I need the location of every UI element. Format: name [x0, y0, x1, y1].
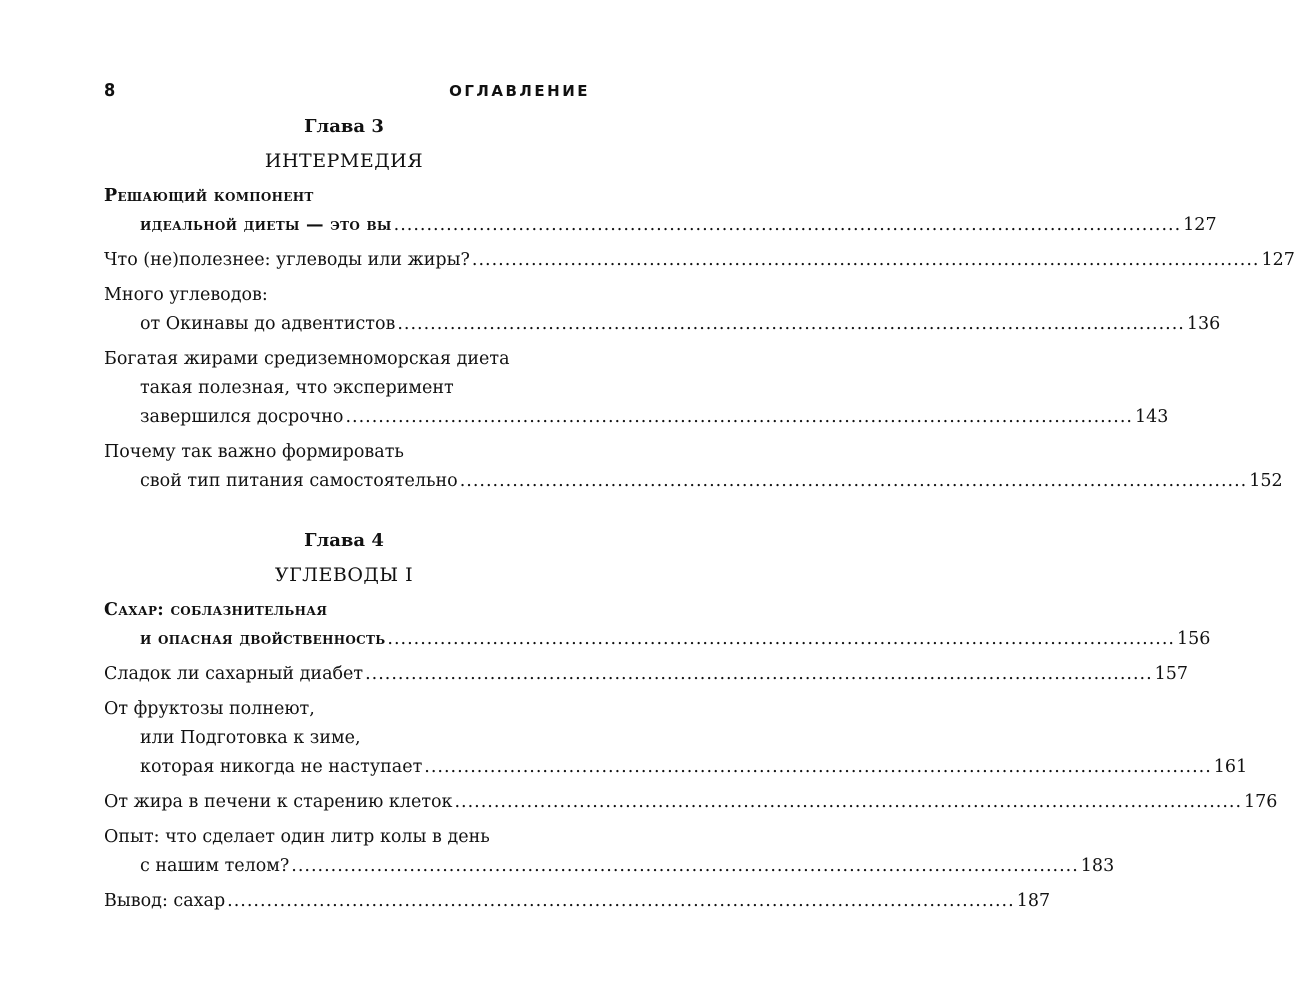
leader-dots: ........................................................................................................................: [424, 757, 1212, 777]
toc-page-number: 187: [1016, 891, 1051, 911]
toc-entry-line: От фруктозы полнеют,: [104, 699, 315, 719]
leader-dots: ........................................................................................................................: [454, 792, 1243, 812]
running-header: ОГЛАВЛЕНИЕ: [449, 82, 590, 100]
toc-entry[interactable]: [104, 695, 1248, 782]
toc-entry[interactable]: [104, 182, 1217, 240]
toc-entry-text: Что (не)полезнее: углеводы или жиры?: [104, 250, 470, 270]
toc-entry[interactable]: [104, 345, 1169, 432]
leader-dots: ........................................................................................................................: [345, 407, 1133, 427]
toc-page-number: 127: [1183, 215, 1217, 235]
leader-dots: ........................................................................................................................: [393, 215, 1182, 235]
toc-entry-text: которая никогда не наступает: [140, 757, 423, 777]
leader-dots: ........................................................................................................................: [459, 471, 1248, 491]
chapter-3-heading: [104, 116, 584, 174]
toc-entry-line: Опыт: что сделает один литр колы в день: [104, 827, 490, 847]
toc-entry-text: завершился досрочно: [140, 407, 344, 427]
chapter-label: Глава 3: [304, 116, 384, 137]
toc-entry[interactable]: [104, 823, 1115, 881]
toc-page-number: 157: [1154, 664, 1189, 684]
toc-entry[interactable]: [104, 660, 1189, 689]
toc-entry[interactable]: [104, 596, 1211, 654]
leader-dots: ........................................................................................................................: [365, 664, 1153, 684]
toc-page-number: 127: [1261, 250, 1295, 270]
toc-page-number: 156: [1176, 629, 1211, 649]
toc-entry[interactable]: [104, 281, 1221, 339]
chapter-3-toc: [104, 182, 1295, 496]
toc-entry-text: идеальной диеты — это вы: [140, 215, 392, 235]
chapter-title: ИНТЕРМЕДИЯ: [264, 150, 424, 172]
toc-entry-line: Решающий компонент: [104, 186, 314, 206]
toc-entry-text: Сладок ли сахарный диабет: [104, 664, 364, 684]
toc-entry-line: Почему так важно формировать: [104, 442, 404, 462]
chapter-4-heading: [104, 530, 584, 588]
toc-entry-line: Богатая жирами средиземноморская диета: [104, 349, 510, 369]
page-number: 8: [104, 80, 117, 101]
toc-entry-line: такая полезная, что эксперимент: [140, 378, 454, 398]
leader-dots: ........................................................................................................................: [227, 891, 1015, 911]
toc-page-number: 176: [1244, 792, 1278, 812]
leader-dots: ........................................................................................................................: [387, 629, 1175, 649]
toc-page-number: 161: [1213, 757, 1248, 777]
toc-entry-line: или Подготовка к зиме,: [140, 728, 361, 748]
toc-entry-line: Сахар: соблазнительная: [104, 600, 328, 620]
toc-entry-text: свой тип питания самостоятельно: [140, 471, 458, 491]
toc-page-number: 143: [1135, 407, 1169, 427]
leader-dots: ........................................................................................................................: [397, 314, 1185, 334]
toc-entry-text: От жира в печени к старению клеток: [104, 792, 453, 812]
chapter-4-toc: [104, 596, 1278, 916]
toc-entry[interactable]: [104, 887, 1051, 916]
leader-dots: ........................................................................................................................: [471, 250, 1260, 270]
chapter-title: УГЛЕВОДЫ I: [274, 564, 414, 586]
toc-entry-text: от Окинавы до адвентистов: [140, 314, 396, 334]
leader-dots: ........................................................................................................................: [291, 856, 1079, 876]
toc-page-number: 136: [1186, 314, 1221, 334]
toc-entry-line: Много углеводов:: [104, 285, 268, 305]
toc-entry-text: с нашим телом?: [140, 856, 290, 876]
toc-entry-text: и опасная двойственность: [140, 629, 386, 649]
toc-entry[interactable]: [104, 438, 1283, 496]
toc-entry[interactable]: [104, 788, 1278, 817]
chapter-label: Глава 4: [304, 530, 384, 551]
toc-entry[interactable]: [104, 246, 1295, 275]
toc-page-number: 152: [1249, 471, 1283, 491]
toc-entry-text: Вывод: сахар: [104, 891, 226, 911]
toc-page-number: 183: [1080, 856, 1115, 876]
